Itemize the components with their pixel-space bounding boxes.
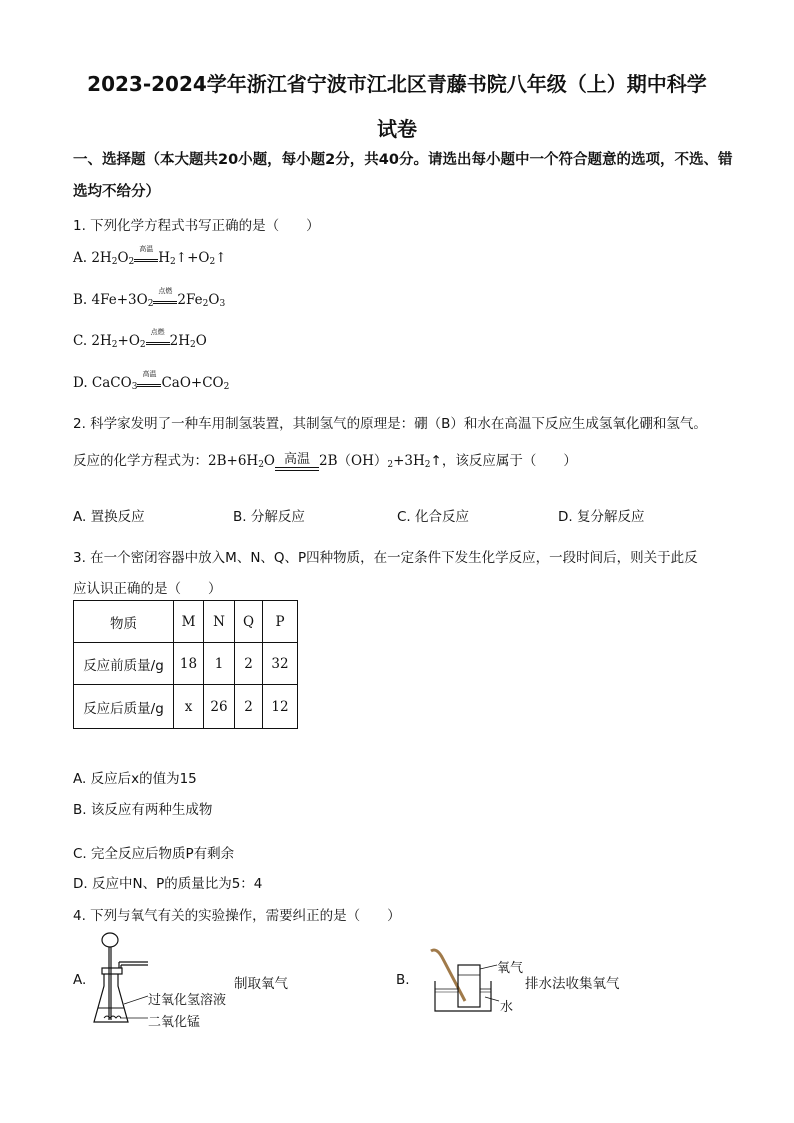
table-cell: 1 — [204, 643, 235, 685]
q2-stem: 2. 科学家发明了一种车用制氢装置，其制氢气的原理是：硼（B）和水在高温下反应生成氢氧化硼和氢气。 — [73, 416, 707, 432]
q1-stem: 1. 下列化学方程式书写正确的是（ ） — [73, 218, 320, 234]
q1-option-b: B. $4Fe+3O_2$ 点燃 $2Fe_2O_3$ — [73, 287, 226, 309]
exam-title-line2: 试卷 — [377, 117, 417, 141]
q4-option-b-caption: 排水法收集氧气 — [525, 976, 620, 992]
table-cell: 反应后质量/g — [74, 685, 174, 729]
table-cell: N — [204, 601, 235, 643]
q4-label-peroxide: 过氧化氢溶液 — [148, 993, 227, 1008]
table-cell: 32 — [263, 643, 298, 685]
q3-stem-line1: 3. 在一个密闭容器中放入M、N、Q、P四种物质，在一定条件下发生化学反应，一段时间后，则关于此反 — [73, 550, 698, 566]
table-cell: M — [174, 601, 204, 643]
q2-option-a: A. 置换反应 — [73, 509, 145, 525]
q4-label-oxygen: 氧气 — [497, 961, 524, 976]
q4-option-a-letter: A. — [73, 972, 87, 988]
exam-title-line1: 2023-2024学年浙江省宁波市江北区青藤书院八年级（上）期中科学 — [87, 72, 707, 96]
water-trough-diagram — [425, 945, 501, 1015]
q1-option-d: D. CaCO$_3$ 高温 $CaO+CO_2$ — [73, 370, 230, 392]
q2-option-c: C. 化合反应 — [397, 509, 470, 525]
table-row — [74, 685, 298, 729]
q2-option-d: D. 复分解反应 — [558, 509, 645, 525]
q4-option-b-letter: B. — [396, 972, 410, 988]
q2-equation: 反应的化学方程式为：$2B+6H_2O$ 高温 $2B(OH)_2+3H_2↑$，该反应属于（ ） — [73, 451, 577, 470]
q4-option-a-caption: 制取氧气 — [234, 976, 288, 992]
table-cell: 反应前质量/g — [74, 643, 174, 685]
table-cell: 26 — [204, 685, 235, 729]
q3-option-c: C. 完全反应后物质P有剩余 — [73, 846, 235, 862]
q4-label-mno2: 二氧化锰 — [148, 1015, 201, 1030]
q3-option-a: A. 反应后x的值为15 — [73, 771, 197, 787]
table-cell: 2 — [235, 685, 263, 729]
q1-option-a: A. $2H_2O_2$ 高温 $H_2↑+O_2↑$ — [73, 245, 227, 267]
table-cell: P — [263, 601, 298, 643]
table-cell: 12 — [263, 685, 298, 729]
section-heading: 一、选择题（本大题共20小题，每小题2分，共40分。请选出每小题中一个符合题意的选项，不选、错选均不给分） — [73, 152, 733, 200]
q3-option-d: D. 反应中N、P的质量比为5：4 — [73, 876, 263, 892]
q2-option-b: B. 分解反应 — [233, 509, 305, 525]
q3-option-b: B. 该反应有两种生成物 — [73, 802, 213, 818]
table-cell: 2 — [235, 643, 263, 685]
mass-table — [73, 600, 298, 729]
q4-stem: 4. 下列与氧气有关的实验操作，需要纠正的是（ ） — [73, 908, 401, 924]
table-cell: 18 — [174, 643, 204, 685]
table-cell: Q — [235, 601, 263, 643]
q4-label-water: 水 — [500, 1000, 514, 1015]
table-row — [74, 601, 298, 643]
q1-option-c: C. $2H_2+O_2$ 点燃 $2H_2O$ — [73, 328, 207, 350]
flask-apparatus-diagram — [90, 928, 150, 1028]
table-cell: x — [174, 685, 204, 729]
q3-stem-line2: 应认识正确的是（ ） — [73, 581, 222, 597]
table-row — [74, 643, 298, 685]
table-cell: 物质 — [74, 601, 174, 643]
